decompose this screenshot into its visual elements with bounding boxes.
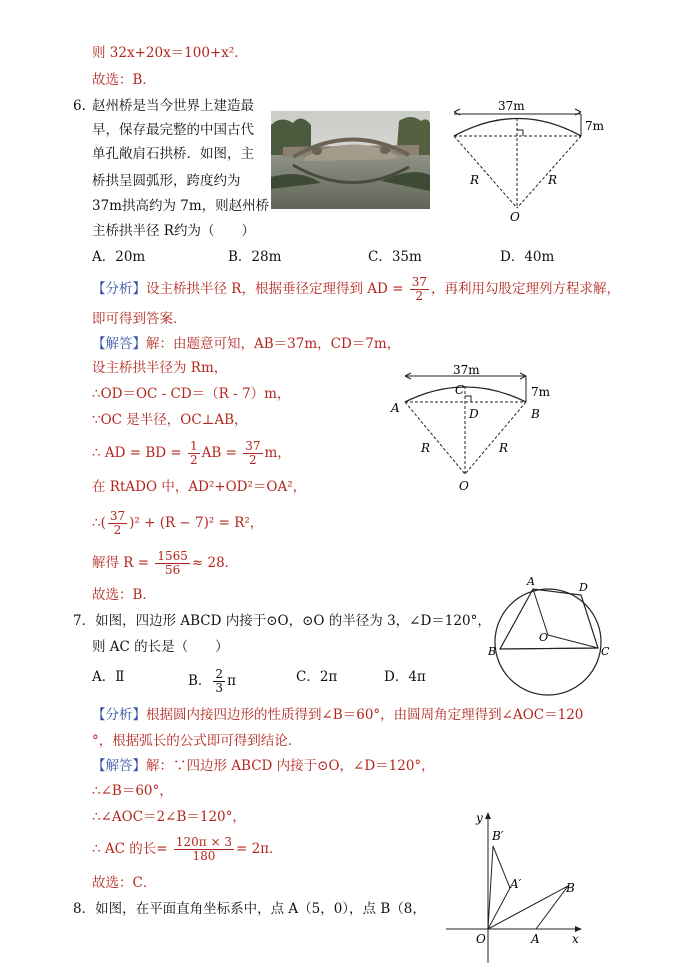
- q7-circle-figure: [485, 575, 620, 700]
- q7-c-label: C: [601, 645, 610, 658]
- q7-b-label: B: [488, 645, 497, 658]
- q6s-d-label: D: [469, 407, 479, 421]
- q8-y-label: y: [476, 811, 483, 825]
- q6s-span-label: 37m: [453, 364, 480, 377]
- q6-stem-4: 桥拱呈圆弧形，跨度约为: [92, 173, 241, 189]
- q7-answer: 故选：C．: [92, 875, 157, 891]
- q7-o-label: O: [539, 631, 549, 644]
- q6-sol-rt: 在 RtADO 中，AD²+OD²＝OA²，: [92, 479, 307, 495]
- q6-option-d: D．40m: [500, 249, 555, 265]
- q7-analysis-cont: °，根据弧长的公式即可得到结论．: [92, 733, 302, 749]
- q6-height-label: 7m: [585, 119, 605, 133]
- q8-a-label: A: [531, 932, 540, 946]
- q7-option-d: D．4π: [384, 669, 426, 685]
- q6-sol-eq: ∴( $\frac{37}{2}$ )² + (R − 7)² = R²，: [92, 509, 264, 537]
- bridge-photo: [271, 111, 430, 209]
- q7-sol-len: ∴ AC 的长= $\frac{120\pi \times 3}{180}$ = 2π．: [92, 835, 283, 863]
- q6s-c-label: C: [455, 383, 465, 397]
- q6-stem-5: 37m拱高约为 7m，则赵州桥: [92, 198, 270, 214]
- q6s-r-right: R: [499, 441, 509, 455]
- q6-stem-3: 单孔敞肩石拱桥．如图，主: [92, 146, 254, 162]
- q6-o-label: O: [510, 210, 520, 224]
- q6-solution-head: 【解答】解：由题意可知，AB＝37m，CD＝7m，: [92, 336, 401, 352]
- q8-a1-label: A′: [510, 877, 522, 891]
- q6-sol-2: ∴OD＝OC - CD＝（R - 7）m，: [92, 386, 291, 402]
- q6s-a-label: A: [391, 401, 400, 415]
- q6s-r-left: R: [421, 441, 431, 455]
- q6s-height-label: 7m: [531, 385, 551, 399]
- q7-d-label: D: [579, 581, 588, 594]
- q7-analysis: 【分析】根据圆内接四边形的性质得到∠B＝60°，由圆周角定理得到∠AOC＝120: [92, 707, 584, 723]
- q8-x-label: x: [572, 932, 579, 946]
- q6s-b-label: B: [531, 407, 540, 421]
- q6-solution-tag: 【解答】: [92, 336, 146, 352]
- q6-analysis: 【分析】设主桥拱半径 R，根据垂径定理得到 AD = $\frac{37}{2}$ ，再利用勾股定理列方程求解，: [92, 275, 621, 303]
- q6-analysis-cont: 即可得到答案．: [92, 311, 187, 327]
- q7-option-a: A．Ⅱ: [92, 669, 125, 685]
- q6-answer: 故选：B．: [92, 587, 156, 603]
- q6s-o-label: O: [459, 479, 469, 493]
- q6-r-left: R: [470, 173, 480, 187]
- q8-stem: 8．如图，在平面直角坐标系中，点 A（5，0），点 B（8，: [73, 901, 426, 917]
- q7-option-c: C．2π: [296, 669, 338, 685]
- q6-span-label: 37m: [498, 99, 525, 113]
- q6-r-right: R: [548, 173, 558, 187]
- q6-sol-ad: ∴ AD = BD = $\frac{1}{2}$ AB = $\frac{37}{2}$ m，: [92, 439, 291, 467]
- q8-o-label: O: [476, 932, 486, 946]
- q6-option-a: A．20m: [92, 249, 146, 265]
- q8-b1-label: B′: [492, 829, 504, 843]
- q6-figure-top: [438, 96, 618, 226]
- q7-a-label: A: [527, 575, 535, 588]
- q6-stem-2: 早，保存最完整的中国古代: [92, 122, 254, 138]
- q7-option-b: B． $\frac{2}{3}$ π: [188, 667, 236, 695]
- q6-sol-1: 设主桥拱半径为 Rm，: [92, 360, 228, 376]
- q8-coordinate-figure: [440, 808, 590, 968]
- q7-stem-1: 7．如图，四边形 ABCD 内接于⊙O，⊙O 的半径为 3，∠D＝120°，: [73, 613, 491, 629]
- q6-sol-3: ∵OC 是半径，OC⊥AB，: [92, 412, 248, 428]
- q7-sol-1: ∴∠B＝60°，: [92, 783, 173, 799]
- q6-option-b: B．28m: [228, 249, 282, 265]
- q6-stem-6: 主桥拱半径 R约为（ ）: [92, 223, 255, 239]
- q6-stem-1: 赵州桥是当今世界上建造最: [92, 98, 254, 114]
- q7-sol-2: ∴∠AOC＝2∠B＝120°，: [92, 809, 246, 825]
- q8-b-label: B: [566, 881, 575, 895]
- q6-sol-r: 解得 R = $\frac{1565}{56}$ ≈ 28．: [92, 549, 239, 577]
- prev-equation: 则 32x+20x＝100+x²．: [92, 45, 248, 61]
- q7-analysis-tag: 【分析】: [92, 707, 146, 723]
- q7-solution-head: 【解答】解：∵四边形 ABCD 内接于⊙O，∠D＝120°，: [92, 758, 435, 774]
- q6-analysis-tag: 【分析】: [92, 281, 146, 297]
- q6-figure-solution: [385, 364, 560, 496]
- q6-option-c: C．35m: [368, 249, 422, 265]
- prev-answer: 故选：B．: [92, 72, 156, 88]
- q7-solution-tag: 【解答】: [92, 758, 146, 774]
- q7-stem-2: 则 AC 的长是（ ）: [92, 639, 229, 655]
- q6-number: 6.: [73, 98, 86, 114]
